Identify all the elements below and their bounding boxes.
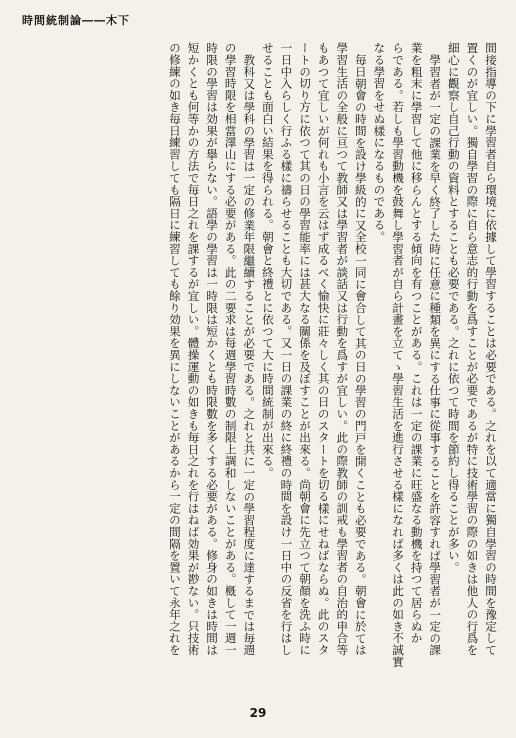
text-column: 時限の學習は効果が擧らない。語學の學習は一時限は短かくとも時限數を多くする必要がある。修身の如きは時間は	[205, 42, 220, 656]
page-number: 29	[249, 706, 267, 720]
text-column: 置くのが宜しい。獨自學習の際に自ら意志的行動を爲すことが必要であるが特に技術學習の際の如きは他人の行爲を	[465, 42, 480, 656]
vertical-body-text	[16, 42, 500, 692]
text-column: の學習時限を相當澤山にする必要がある。此の二要求は每週學習時數の制限上調和しないことがある。槪して一週一	[223, 42, 238, 656]
text-column: 細心に觀察し自己行動の資料とすることも必要である。之れに依つて時間を節約し得ることが多い。	[446, 42, 461, 573]
text-column: 業を粗末に學習して他に移らんとする傾向を有つことがある。これは一定の課業に旺盛なる動機を持つて居らぬか	[409, 42, 424, 644]
text-column: の修練の如き毎日練習しても隔日に練習しても餘り効果を異にしないことがあるから一定の間隔を置いて永年之れを	[167, 42, 182, 656]
text-column: もあつて宜しいが何れも小言を云はず成るべく愉快に莊々しく其の日のスタートを切る樣にせねばならぬ。此のスタ	[316, 42, 331, 656]
text-column: 學習生活の全般に亘つて教師又は學習者が談話又は行動を爲すが宜しい。此の際教師の訓戒も學習者の自治的申合等	[335, 42, 350, 656]
text-column: 間接指導の下に學習者自ら環境に依據して學習することは必要である。之れを以て適當に獨自學習の時間を豫定して	[484, 42, 498, 656]
text-column: 學習者が一定の課業を早く終了した時に任意に種類を異にする仕事に從事することを許容すれば學習者が一定の課	[428, 54, 443, 656]
text-column: ートの切り方に依つて其の日の學習能率には甚大なる關係を及ぼすことが出來る。尚朝會に先立つて朝顏を洗ふ時に	[298, 42, 313, 656]
text-column: らである。若しも學習動機を鼓舞し學習者が自ら計畫を立てゝ學習生活を進行させる樣になれば多くは此の如き不誠實	[391, 42, 406, 668]
text-column: 教科又は學科の學習は一定の修業年限繼續することが必要である。之れと共に一定の學習程度に達するまでは毎週	[242, 54, 257, 656]
text-column: せることも面白い結果を得られる。朝會と終禮とに依つて大に時間統制が出來る。	[260, 42, 275, 479]
text-column: 一日中入らしく行ふる樣に禱らせることも大切である。又一日の課業の終に終禮の時間を設け一日中の反省を行はし	[279, 42, 294, 656]
text-column: 毎日朝會の時間を設け學級的に又全校一同に會合して其の日の學習の門戸を開くことも必要である。朝會に於ては	[353, 54, 368, 656]
text-column: 短かくとも何等かの方法で毎日之れを課するが宜しい。體操運動の如きも毎日之れを行はねば効果が尠ない。只技術	[186, 42, 201, 656]
running-header: 時間統制論――木下	[22, 14, 130, 27]
text-column: なる學習をせぬ樣になるものである。	[372, 42, 387, 243]
